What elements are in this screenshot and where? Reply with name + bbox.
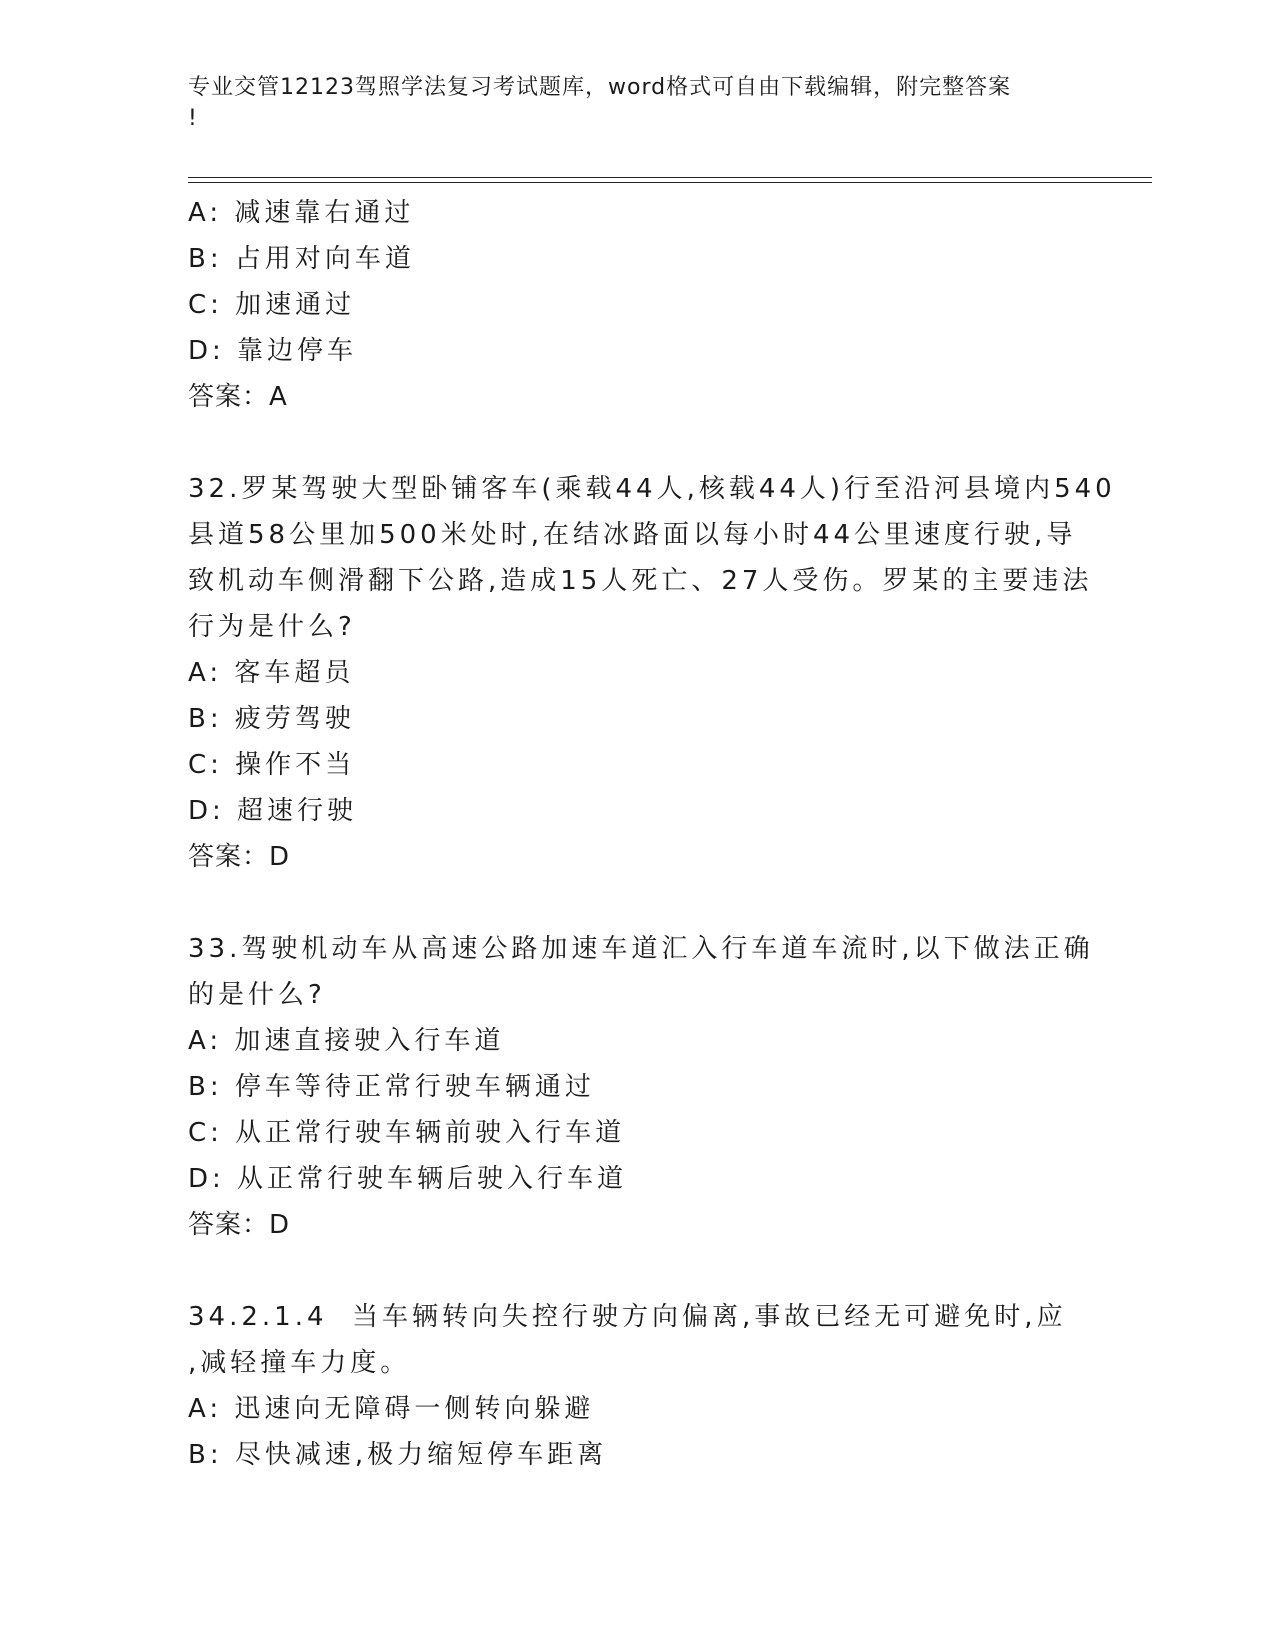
spacer (188, 420, 1088, 466)
question-text-line: 32.罗某驾驶大型卧铺客车(乘载44人,核载44人)行至沿河县境内540 (188, 474, 1116, 504)
option-c: C: 操作不当 (188, 750, 356, 780)
option-c: C: 从正常行驶车辆前驶入行车道 (188, 1118, 626, 1148)
question-31 (188, 190, 1088, 420)
question-list (188, 190, 1116, 1478)
header-divider-top (188, 177, 1152, 178)
question-text-line: 行为是什么? (188, 612, 356, 642)
question-text-line: 县道58公里加500米处时,在结冰路面以每小时44公里速度行驶,导 (188, 520, 1077, 550)
option-d: D: 靠边停车 (188, 336, 358, 366)
answer: 答案：D (188, 842, 291, 872)
header-title-line: 专业交管12123驾照学法复习考试题库，word格式可自由下载编辑，附完整答案 (188, 75, 1012, 100)
question-text-line: 34.2.1.4 当车辆转向失控行驶方向偏离,事故已经无可避免时,应 (188, 1302, 1067, 1332)
option-d: D: 超速行驶 (188, 796, 358, 826)
question-text-line: ,减轻撞车力度。 (188, 1348, 411, 1378)
option-b: B: 尽快减速,极力缩短停车距离 (188, 1440, 608, 1470)
option-c: C: 加速通过 (188, 290, 356, 320)
answer: 答案：A (188, 382, 288, 412)
option-a: A: 迅速向无障碍一侧转向躲避 (188, 1394, 595, 1424)
question-text-line: 的是什么? (188, 980, 326, 1010)
option-d: D: 从正常行驶车辆后驶入行车道 (188, 1164, 628, 1194)
question-34 (188, 1294, 1088, 1478)
header-title-line-2: ! (188, 106, 198, 131)
option-b: B: 疲劳驾驶 (188, 704, 355, 734)
spacer (188, 1248, 1088, 1294)
header-divider-bottom (188, 182, 1152, 183)
spacer (188, 880, 1088, 926)
question-text-line: 致机动车侧滑翻下公路,造成15人死亡、27人受伤。罗某的主要违法 (188, 566, 1093, 596)
option-b: B: 占用对向车道 (188, 244, 415, 274)
option-a: A: 减速靠右通过 (188, 198, 415, 228)
question-text-line: 33.驾驶机动车从高速公路加速车道汇入行车道车流时,以下做法正确 (188, 934, 1094, 964)
option-a: A: 客车超员 (188, 658, 355, 688)
question-33 (188, 926, 1094, 1248)
option-b: B: 停车等待正常行驶车辆通过 (188, 1072, 595, 1102)
document-header (188, 72, 1068, 134)
question-32 (188, 466, 1116, 880)
answer: 答案：D (188, 1210, 291, 1240)
option-a: A: 加速直接驶入行车道 (188, 1026, 505, 1056)
